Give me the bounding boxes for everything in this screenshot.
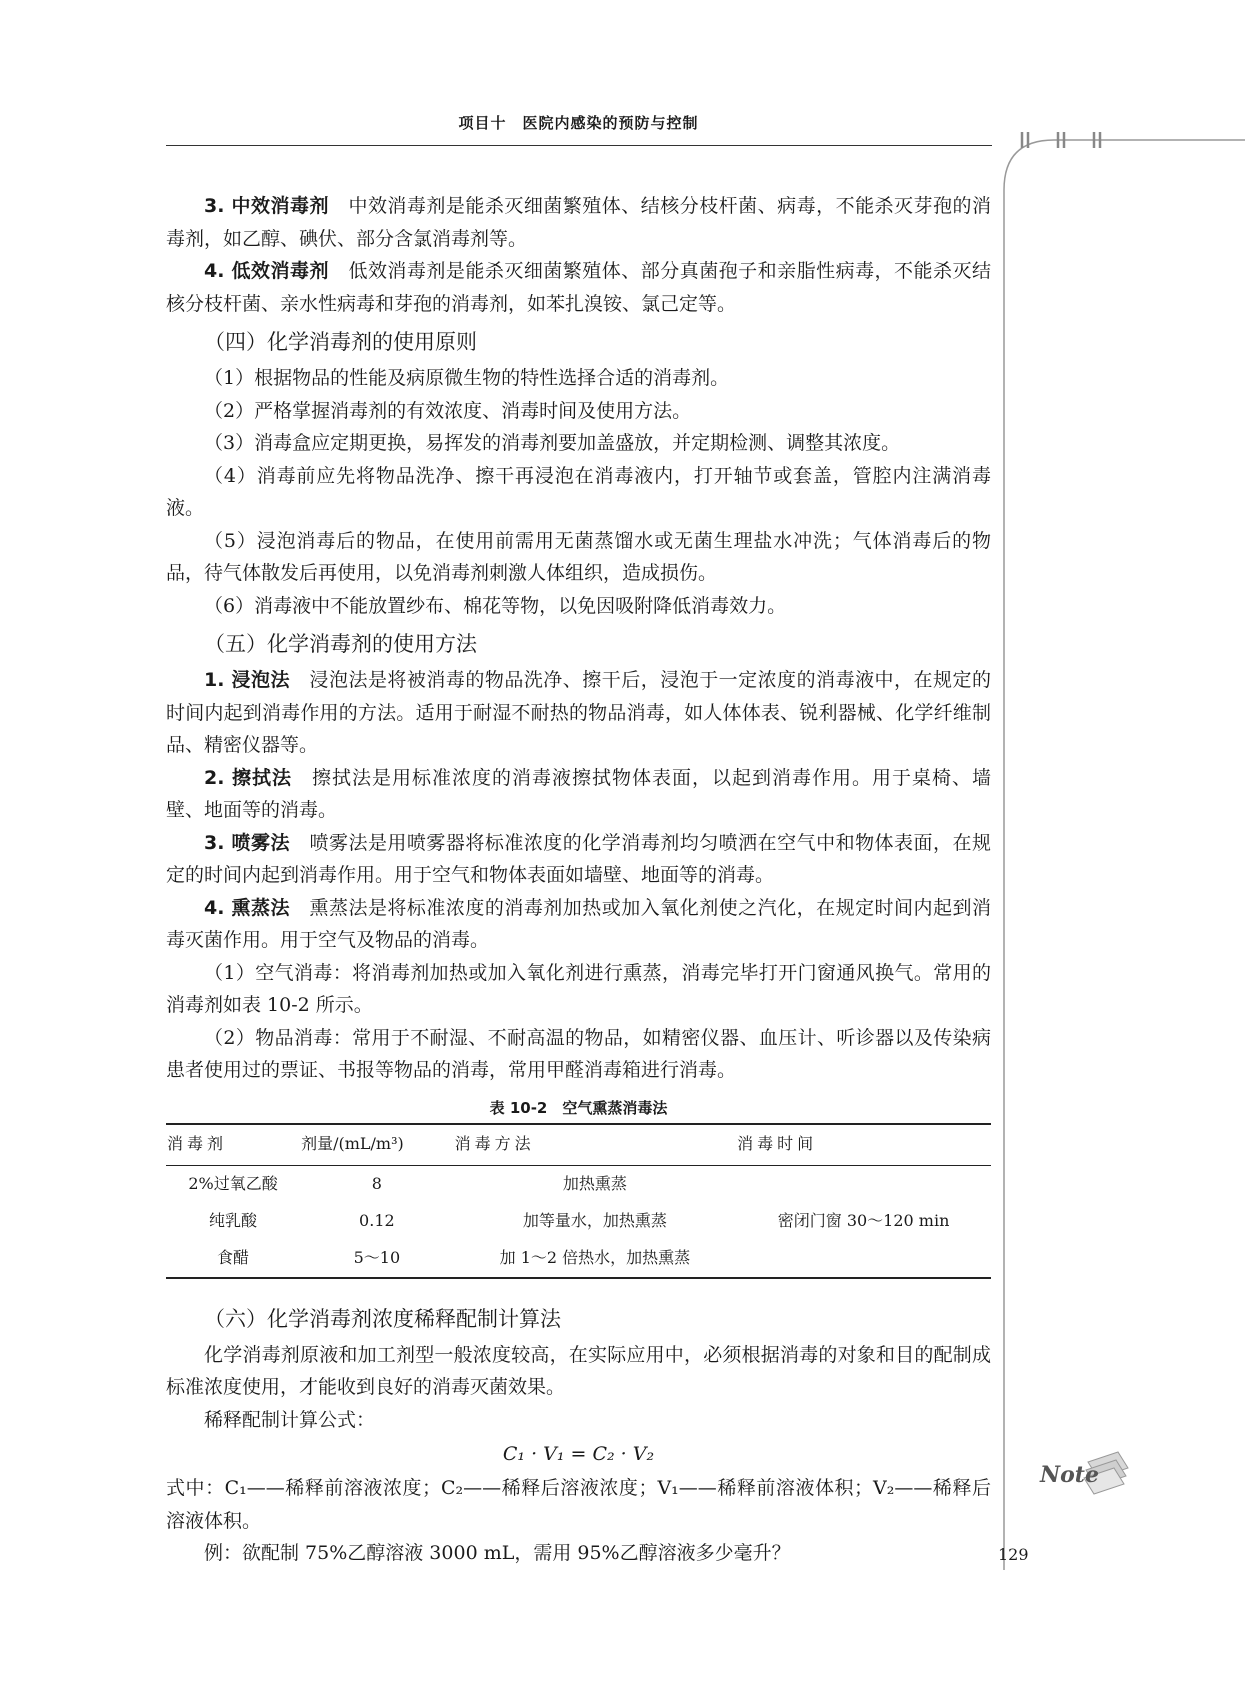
table-cell: 纯乳酸 bbox=[209, 1210, 258, 1230]
fumigation-table bbox=[166, 1123, 991, 1279]
table-header-cell: 消毒时间 bbox=[737, 1134, 818, 1154]
list-item: （2）严格掌握消毒剂的有效浓度、消毒时间及使用方法。 bbox=[204, 399, 692, 422]
table-cell: 0.12 bbox=[359, 1210, 395, 1230]
list-item: （1）根据物品的性能及病原微生物的特性选择合适的消毒剂。 bbox=[204, 367, 730, 389]
table-header-cell: 消毒方法 bbox=[454, 1134, 535, 1154]
dilution-formula: C₁ · V₁ = C₂ · V₂ bbox=[502, 1443, 655, 1465]
table-cell: 5～10 bbox=[353, 1247, 401, 1267]
table-caption: 表 10-2 空气熏蒸消毒法 bbox=[489, 1098, 668, 1117]
table-cell: 加热熏蒸 bbox=[562, 1173, 627, 1193]
method-wiping: 2. 擦拭法 擦拭法是用标准浓度的消毒液擦拭物体表面，以起到消毒作用。用于桌椅、墙壁、地面等的消毒。 bbox=[166, 766, 991, 821]
list-item: （3）消毒盒应定期更换，易挥发的消毒剂要加盖盛放，并定期检测、调整其浓度。 bbox=[204, 432, 901, 454]
page-number: 129 bbox=[998, 1545, 1029, 1564]
list-item: （6）消毒液中不能放置纱布、棉花等物，以免因吸附降低消毒效力。 bbox=[204, 594, 787, 617]
table-header-cell: 消毒剂 bbox=[167, 1134, 228, 1154]
table-header-cell: 剂量/(mL/m³) bbox=[301, 1134, 404, 1154]
method-soaking: 1. 浸泡法 浸泡法是将被消毒的物品洗净、擦干后，浸泡于一定浓度的消毒液中，在规定的时间内起到消毒作用的方法。适用于耐湿不耐热的物品消毒，如人体体表、锐利器械、化学纤维制品、精密仪器等。 bbox=[166, 669, 991, 756]
note-label: Note bbox=[1040, 1462, 1099, 1488]
page-header: 项目十 医院内感染的预防与控制 bbox=[458, 114, 699, 132]
table-cell: 加 1～2 倍热水，加热熏蒸 bbox=[499, 1247, 691, 1267]
formula-definition: 式中：C₁——稀释前溶液浓度；C₂——稀释后溶液浓度；V₁——稀释前溶液体积；V₂——稀释后溶液体积。 bbox=[166, 1477, 991, 1532]
page-body bbox=[166, 190, 991, 1570]
header-rule bbox=[166, 145, 992, 146]
table-cell: 2%过氧乙酸 bbox=[188, 1173, 278, 1193]
table-cell: 8 bbox=[371, 1173, 382, 1193]
list-item: （1）空气消毒：将消毒剂加热或加入氧化剂进行熏蒸，消毒完毕打开门窗通风换气。常用的消毒剂如表 10-2 所示。 bbox=[166, 961, 991, 1016]
list-item: （5）浸泡消毒后的物品，在使用前需用无菌蒸馏水或无菌生理盐水冲洗；气体消毒后的物品，待气体散发后再使用，以免消毒剂刺激人体组织，造成损伤。 bbox=[166, 529, 991, 584]
example-question: 例：欲配制 75%乙醇溶液 3000 mL，需用 95%乙醇溶液多少毫升？ bbox=[204, 1542, 791, 1564]
list-item: （2）物品消毒：常用于不耐湿、不耐高温的物品，如精密仪器、血压计、听诊器以及传染病患者使用过的票证、书报等物品的消毒，常用甲醛消毒箱进行消毒。 bbox=[166, 1026, 991, 1081]
section-heading-methods: （五）化学消毒剂的使用方法 bbox=[204, 632, 477, 656]
section-heading-principles: （四）化学消毒剂的使用原则 bbox=[204, 330, 477, 354]
list-item: （4）消毒前应先将物品洗净、擦干再浸泡在消毒液内，打开轴节或套盖，管腔内注满消毒液。 bbox=[166, 464, 991, 519]
table-header-row bbox=[166, 1124, 991, 1166]
paragraph-dilution-intro: 化学消毒剂原液和加工剂型一般浓度较高，在实际应用中，必须根据消毒的对象和目的配制成标准浓度使用，才能收到良好的消毒灭菌效果。 bbox=[166, 1343, 991, 1398]
formula-label: 稀释配制计算公式： bbox=[204, 1408, 376, 1431]
table-cell-merged-time: 密闭门窗 30～120 min bbox=[777, 1210, 950, 1230]
method-spraying: 3. 喷雾法 喷雾法是用喷雾器将标准浓度的化学消毒剂均匀喷洒在空气中和物体表面，在规定的时间内起到消毒作用。用于空气和物体表面如墙壁、地面等的消毒。 bbox=[166, 831, 991, 886]
table-cell: 食醋 bbox=[217, 1247, 250, 1267]
table-cell: 加等量水，加热熏蒸 bbox=[522, 1210, 667, 1230]
method-fumigation: 4. 熏蒸法 熏蒸法是将标准浓度的消毒剂加热或加入氧化剂使之汽化，在规定时间内起到消毒灭菌作用。用于空气及物品的消毒。 bbox=[166, 896, 991, 951]
margin-decoration bbox=[1000, 130, 1245, 1570]
paragraph-low-disinfectant: 4. 低效消毒剂 低效消毒剂是能杀灭细菌繁殖体、部分真菌孢子和亲脂性病毒，不能杀灭结核分枝杆菌、亲水性病毒和芽孢的消毒剂，如苯扎溴铵、氯己定等。 bbox=[166, 260, 991, 315]
paragraph-medium-disinfectant: 3. 中效消毒剂 中效消毒剂是能杀灭细菌繁殖体、结核分枝杆菌、病毒，不能杀灭芽孢的消毒剂，如乙醇、碘伏、部分含氯消毒剂等。 bbox=[166, 195, 991, 250]
section-heading-dilution: （六）化学消毒剂浓度稀释配制计算法 bbox=[204, 1306, 561, 1331]
table-row bbox=[166, 1165, 991, 1203]
